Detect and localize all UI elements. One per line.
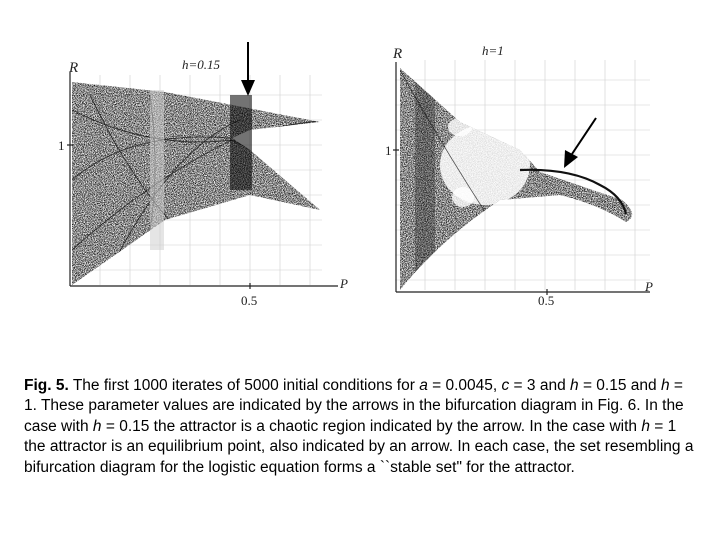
caption-text: = 1 the attractor is an equilibrium point, also indicated by an arrow. In each case, the set resembling a bifurcation diagram for the logistic equation forms a ``stable set" for the attractor. [24, 417, 694, 476]
right-x-tick-05: 0.5 [538, 293, 555, 308]
figure-caption [24, 376, 696, 479]
caption-var-h: h [92, 417, 102, 435]
caption-var-h: h [570, 376, 579, 394]
right-param-label: h=1 [482, 43, 504, 58]
left-plot [0, 0, 360, 330]
left-x-axis-label: P [340, 276, 348, 291]
panel-left-h015 [0, 0, 360, 330]
caption-var-h: h [641, 417, 650, 435]
right-y-axis-label: R [393, 46, 403, 62]
caption-var-h: h [660, 376, 670, 394]
left-param-label: h=0.15 [182, 57, 221, 72]
right-arrow [564, 118, 596, 168]
caption-var-a: a [419, 376, 428, 394]
right-attractor [400, 68, 632, 290]
caption-text: = 3 and [509, 376, 571, 394]
left-y-axis-label: R [69, 60, 79, 76]
left-light-band [150, 90, 164, 250]
caption-text: = 0.0045, [427, 376, 502, 394]
right-plot [360, 0, 720, 330]
caption-fig-label: Fig. 5. [24, 376, 69, 394]
caption-text: = 0.15 the attractor is a chaotic region indicated by the arrow. In the case with [101, 417, 642, 435]
left-arrow [241, 42, 255, 96]
left-dark-band [230, 95, 252, 190]
caption-var-c: c [501, 376, 510, 394]
left-y-tick-1: 1 [58, 138, 65, 153]
left-attractor [72, 82, 320, 285]
left-x-tick-05: 0.5 [241, 293, 258, 308]
caption-text: = 0.15 and [578, 376, 661, 394]
right-y-tick-1: 1 [385, 143, 392, 158]
right-x-axis-label: P [645, 279, 653, 294]
caption-text: The first 1000 iterates of 5000 initial conditions for [68, 376, 420, 394]
caption-text: = 1. These parameter values are indicated by the arrows in the bifurcation diagram in Fig. 6. In the case with [24, 376, 684, 435]
panel-right-h1 [360, 0, 720, 330]
